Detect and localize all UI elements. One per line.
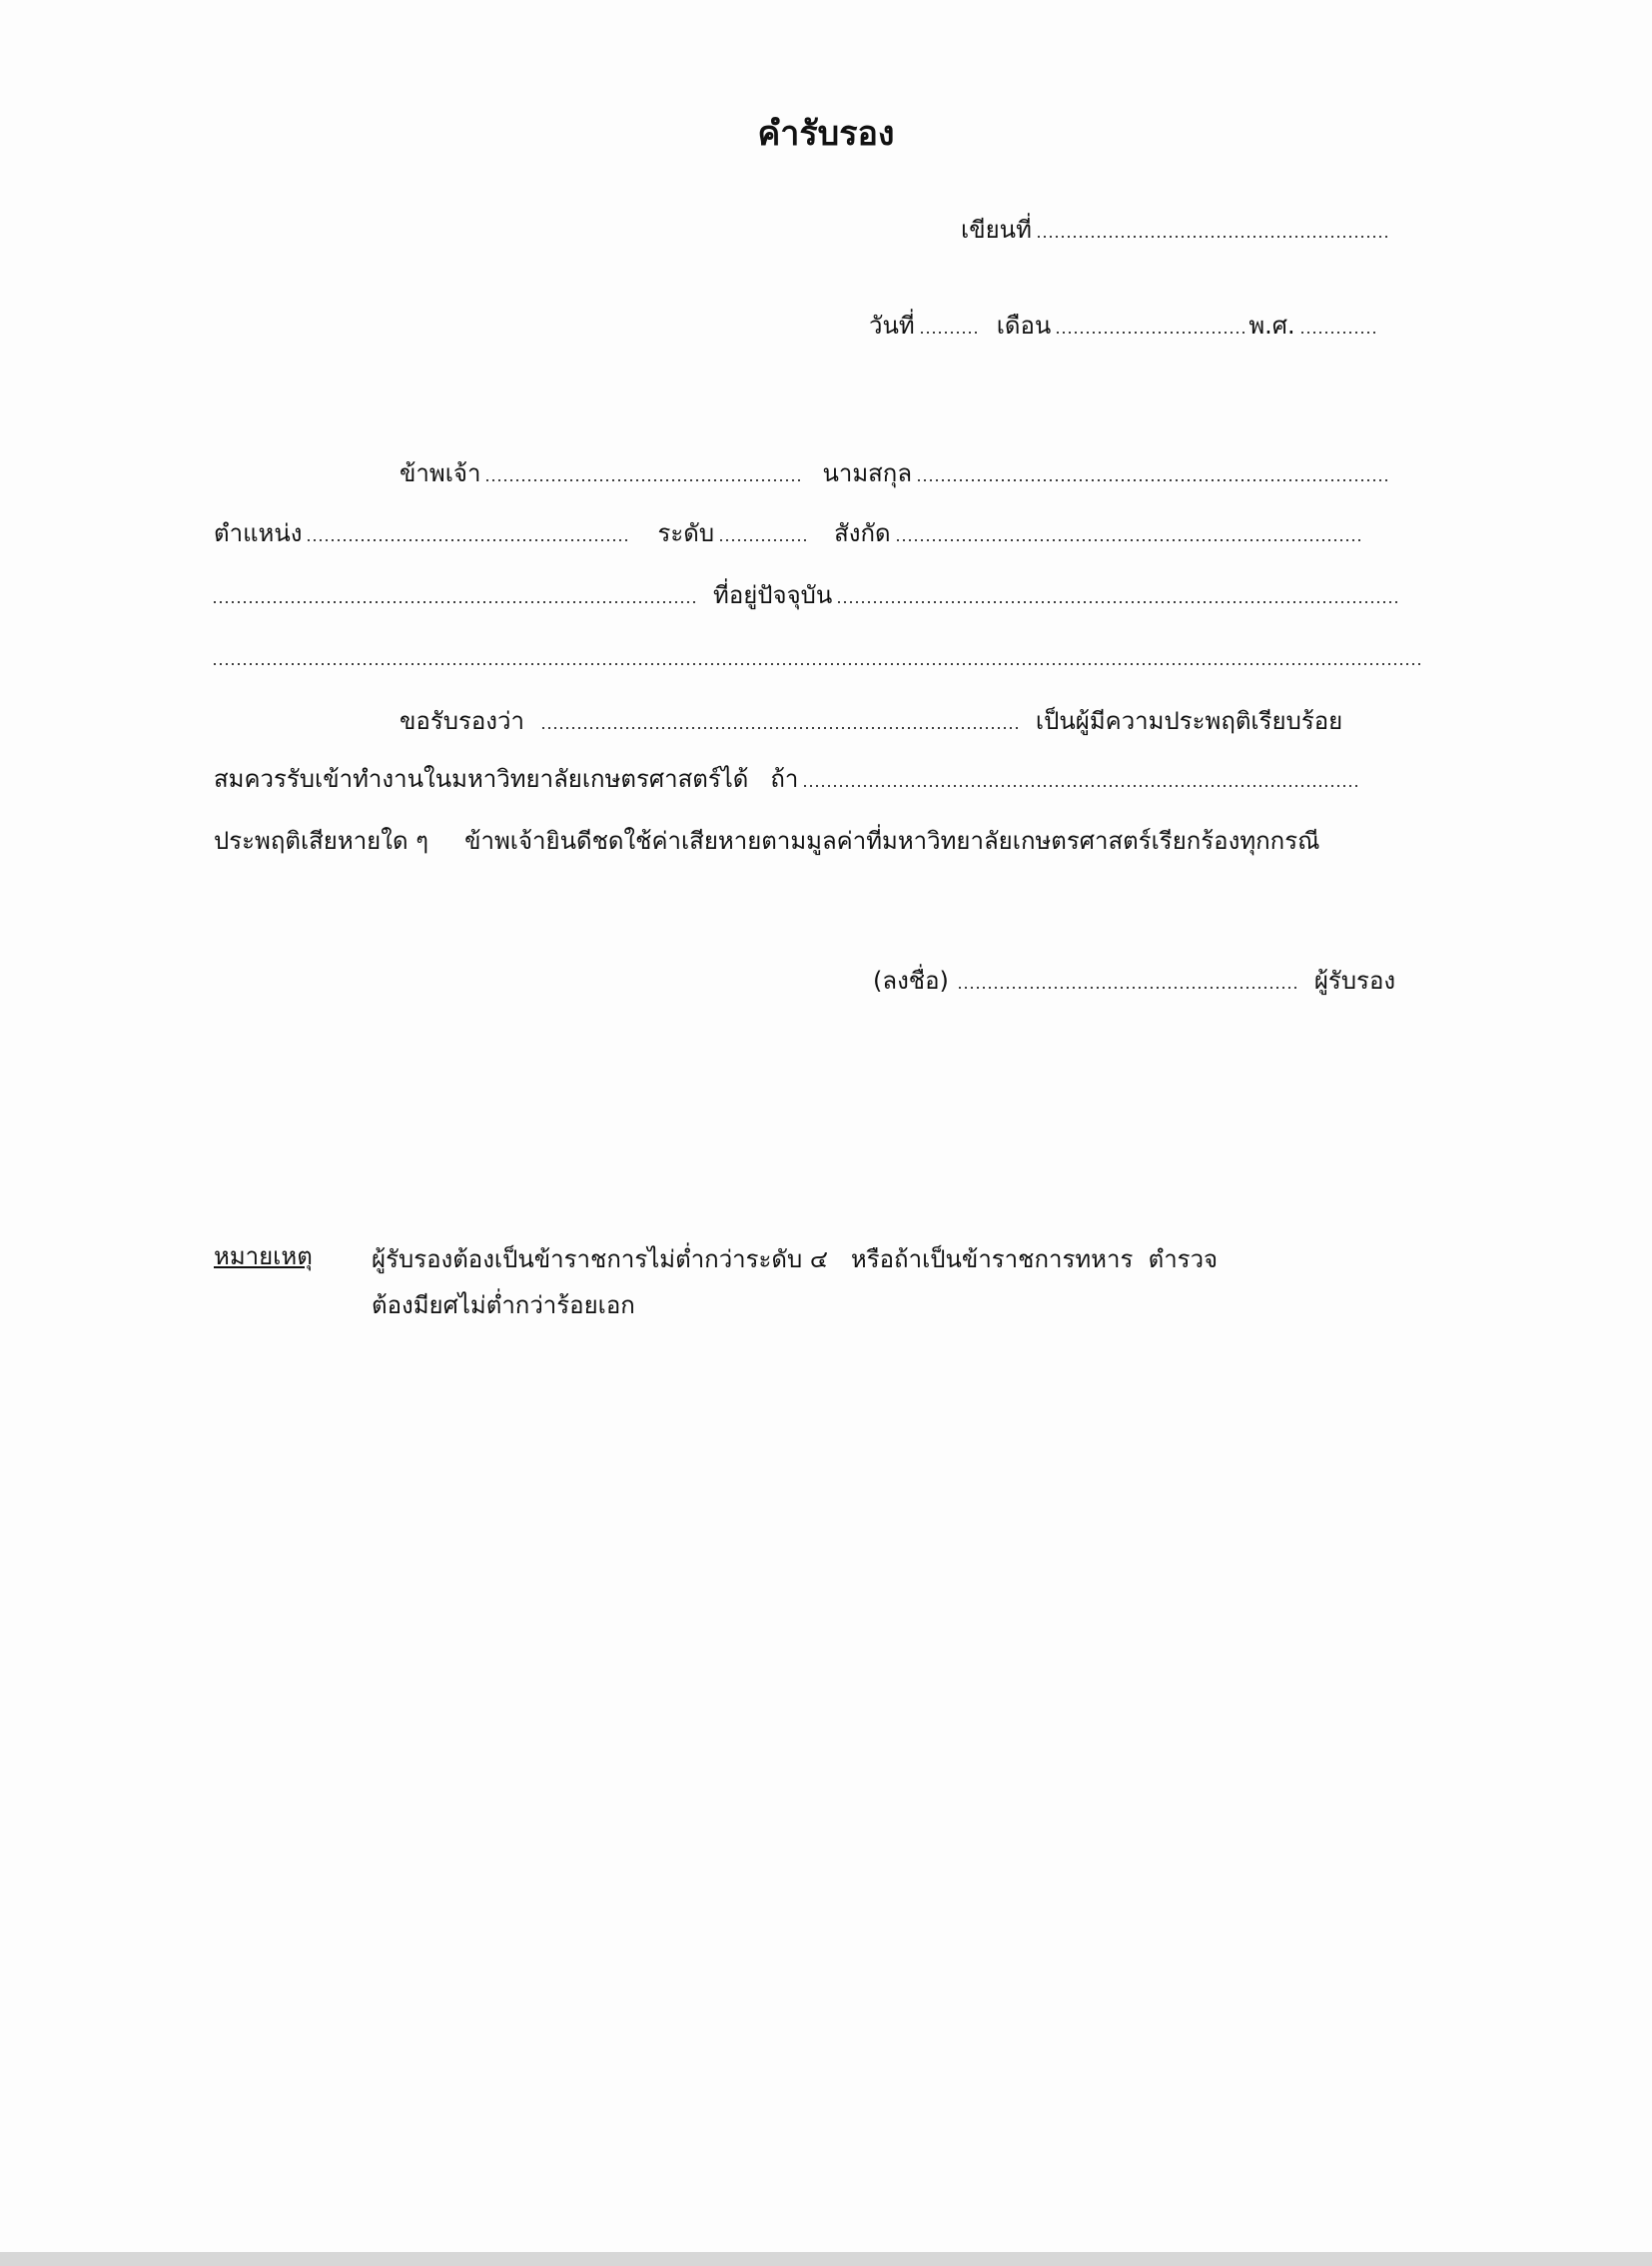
day-field[interactable] <box>919 332 979 334</box>
if-label: ถ้า <box>770 765 799 793</box>
year-label: พ.ศ. <box>1248 312 1295 340</box>
address-field[interactable] <box>836 601 1401 603</box>
position-field[interactable] <box>306 539 631 541</box>
certify-label: ขอรับรองว่า <box>400 707 524 735</box>
date-line <box>865 298 1379 338</box>
certifier-label: ผู้รับรอง <box>1313 967 1396 995</box>
note-text <box>372 1236 1370 1328</box>
year-field[interactable] <box>1299 332 1379 334</box>
address-continued-field[interactable] <box>212 663 1424 665</box>
good-behavior-text: เป็นผู้มีความประพฤติเรียบร้อย <box>1035 707 1343 735</box>
scan-bottom-edge <box>0 2252 1652 2266</box>
address-label: ที่อยู่ปัจจุบัน <box>713 581 833 609</box>
damage-prefix: ประพฤติเสียหายใด ๆ <box>214 827 429 855</box>
name-field[interactable] <box>484 479 804 481</box>
position-label: ตำแหน่ง <box>214 519 303 547</box>
signature-line <box>869 953 1399 993</box>
month-field[interactable] <box>1055 332 1244 334</box>
page-title: คำรับรอง <box>757 114 895 154</box>
written-at-line <box>957 202 1387 242</box>
affiliation-continued-field[interactable] <box>212 601 697 603</box>
condition-field[interactable] <box>802 785 1361 787</box>
position-line <box>210 505 1364 545</box>
surname-label: นามสกุล <box>822 459 913 487</box>
signature-field[interactable] <box>957 987 1296 989</box>
employ-text: สมควรรับเข้าทำงานในมหาวิทยาลัยเกษตรศาสตร์ได้ <box>214 765 749 793</box>
certify-line <box>396 693 1346 733</box>
address-line <box>212 567 1401 607</box>
affiliation-label: สังกัด <box>834 519 891 547</box>
written-at-label: เขียนที่ <box>961 216 1032 244</box>
note-heading: หมายเหตุ <box>214 1242 313 1270</box>
certified-person-field[interactable] <box>540 727 1020 729</box>
date-label: วันที่ <box>869 312 915 340</box>
month-label: เดือน <box>996 312 1052 340</box>
affiliation-field[interactable] <box>895 539 1364 541</box>
damage-text: ข้าพเจ้ายินดีชดใช้ค่าเสียหายตามมูลค่าที่มหาวิทยาลัยเกษตรศาสตร์เรียกร้องทุกกรณี <box>464 827 1320 855</box>
written-at-field[interactable] <box>1036 236 1387 238</box>
name-line <box>396 445 1391 485</box>
employ-line <box>210 751 1361 791</box>
signature-label: (ลงชื่อ) <box>873 967 949 995</box>
damage-line <box>210 813 1323 853</box>
level-field[interactable] <box>718 539 810 541</box>
note-line-1: ผู้รับรองต้องเป็นข้าราชการไม่ต่ำกว่าระดับ ๔ หรือถ้าเป็นข้าราชการทหาร ตำรวจ <box>372 1245 1219 1273</box>
address-continued-line <box>212 629 1424 669</box>
name-label: ข้าพเจ้า <box>400 459 481 487</box>
note-line-2: ต้องมียศไม่ต่ำกว่าร้อยเอก <box>372 1291 635 1319</box>
surname-field[interactable] <box>916 479 1391 481</box>
level-label: ระดับ <box>657 519 715 547</box>
